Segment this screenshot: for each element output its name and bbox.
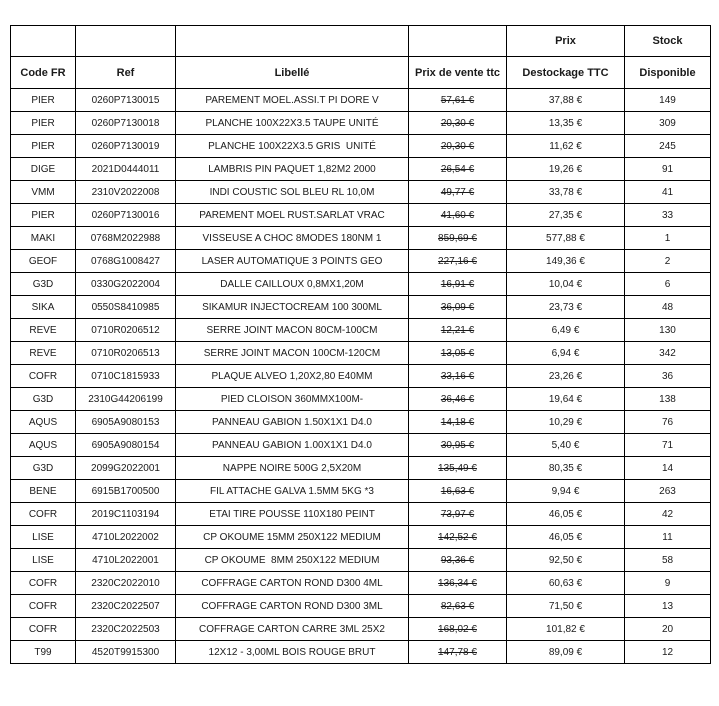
cell-stock-disponible: 2 [625, 250, 711, 273]
table-row [11, 181, 711, 204]
cell-code-fr: PIER [11, 112, 76, 135]
cell-libelle: SIKAMUR INJECTOCREAM 100 300ML [176, 296, 409, 319]
cell-stock-disponible: 263 [625, 480, 711, 503]
cell-ref: 0260P7130018 [76, 112, 176, 135]
cell-prix-destockage-ttc: 101,82 € [507, 618, 625, 641]
cell-ref: 0710R0206513 [76, 342, 176, 365]
cell-prix-vente-ttc: 12,21 € [409, 319, 507, 342]
cell-code-fr: AQUS [11, 434, 76, 457]
cell-code-fr: REVE [11, 319, 76, 342]
table-row [11, 250, 711, 273]
table-row [11, 365, 711, 388]
cell-code-fr: PIER [11, 135, 76, 158]
header-group-row [11, 26, 711, 57]
cell-prix-destockage-ttc: 6,94 € [507, 342, 625, 365]
header-libelle: Libellé [176, 57, 409, 89]
cell-ref: 0768M2022988 [76, 227, 176, 250]
table-row [11, 135, 711, 158]
table-body [11, 89, 711, 664]
header-code-fr: Code FR [11, 57, 76, 89]
cell-libelle: PLANCHE 100X22X3.5 GRIS UNITÉ [176, 135, 409, 158]
cell-prix-destockage-ttc: 10,29 € [507, 411, 625, 434]
cell-ref: 0710C1815933 [76, 365, 176, 388]
cell-code-fr: SIKA [11, 296, 76, 319]
table-row [11, 618, 711, 641]
table-row [11, 641, 711, 664]
cell-libelle: PLANCHE 100X22X3.5 TAUPE UNITÉ [176, 112, 409, 135]
cell-stock-disponible: 48 [625, 296, 711, 319]
cell-stock-disponible: 13 [625, 595, 711, 618]
cell-prix-destockage-ttc: 60,63 € [507, 572, 625, 595]
cell-prix-destockage-ttc: 10,04 € [507, 273, 625, 296]
cell-prix-vente-ttc: 36,09 € [409, 296, 507, 319]
table-row [11, 227, 711, 250]
cell-prix-vente-ttc: 16,63 € [409, 480, 507, 503]
table-row [11, 319, 711, 342]
table-row [11, 89, 711, 112]
cell-prix-destockage-ttc: 46,05 € [507, 526, 625, 549]
cell-libelle: CP OKOUME 15MM 250X122 MEDIUM [176, 526, 409, 549]
cell-prix-destockage-ttc: 46,05 € [507, 503, 625, 526]
cell-prix-vente-ttc: 13,05 € [409, 342, 507, 365]
table-row [11, 342, 711, 365]
cell-ref: 0260P7130016 [76, 204, 176, 227]
cell-prix-destockage-ttc: 37,88 € [507, 89, 625, 112]
header-group-prix: Prix [507, 26, 625, 57]
cell-prix-vente-ttc: 859,69 € [409, 227, 507, 250]
cell-prix-vente-ttc: 30,95 € [409, 434, 507, 457]
table-row [11, 204, 711, 227]
cell-code-fr: VMM [11, 181, 76, 204]
table-row [11, 549, 711, 572]
cell-ref: 4520T9915300 [76, 641, 176, 664]
header-row [11, 57, 711, 89]
cell-libelle: SERRE JOINT MACON 80CM-100CM [176, 319, 409, 342]
cell-prix-vente-ttc: 93,36 € [409, 549, 507, 572]
cell-stock-disponible: 12 [625, 641, 711, 664]
cell-stock-disponible: 9 [625, 572, 711, 595]
table-row [11, 572, 711, 595]
cell-prix-vente-ttc: 82,63 € [409, 595, 507, 618]
cell-libelle: INDI COUSTIC SOL BLEU RL 10,0M [176, 181, 409, 204]
cell-ref: 2099G2022001 [76, 457, 176, 480]
cell-ref: 2019C1103194 [76, 503, 176, 526]
cell-libelle: DALLE CAILLOUX 0,8MX1,20M [176, 273, 409, 296]
cell-code-fr: BENE [11, 480, 76, 503]
table-row [11, 411, 711, 434]
cell-ref: 2310G44206199 [76, 388, 176, 411]
cell-code-fr: COFR [11, 618, 76, 641]
table-row [11, 526, 711, 549]
cell-prix-destockage-ttc: 27,35 € [507, 204, 625, 227]
cell-prix-destockage-ttc: 89,09 € [507, 641, 625, 664]
cell-prix-destockage-ttc: 9,94 € [507, 480, 625, 503]
cell-ref: 2310V2022008 [76, 181, 176, 204]
table-row [11, 457, 711, 480]
cell-prix-destockage-ttc: 149,36 € [507, 250, 625, 273]
cell-prix-vente-ttc: 227,16 € [409, 250, 507, 273]
cell-code-fr: GEOF [11, 250, 76, 273]
cell-code-fr: DIGE [11, 158, 76, 181]
cell-code-fr: COFR [11, 503, 76, 526]
header-destockage-ttc: Destockage TTC [507, 57, 625, 89]
cell-stock-disponible: 130 [625, 319, 711, 342]
cell-prix-destockage-ttc: 19,26 € [507, 158, 625, 181]
cell-prix-vente-ttc: 49,77 € [409, 181, 507, 204]
cell-prix-vente-ttc: 168,02 € [409, 618, 507, 641]
cell-stock-disponible: 41 [625, 181, 711, 204]
cell-prix-vente-ttc: 20,30 € [409, 135, 507, 158]
header-ref: Ref [76, 57, 176, 89]
header-empty-prix-vente [409, 26, 507, 57]
cell-prix-destockage-ttc: 5,40 € [507, 434, 625, 457]
cell-libelle: VISSEUSE A CHOC 8MODES 180NM 1 [176, 227, 409, 250]
cell-stock-disponible: 14 [625, 457, 711, 480]
cell-ref: 0550S8410985 [76, 296, 176, 319]
cell-code-fr: MAKI [11, 227, 76, 250]
cell-libelle: 12X12 - 3,00ML BOIS ROUGE BRUT [176, 641, 409, 664]
cell-ref: 6915B1700500 [76, 480, 176, 503]
header-disponible: Disponible [625, 57, 711, 89]
header-prix-vente-ttc: Prix de vente ttc [409, 57, 507, 89]
cell-libelle: ETAI TIRE POUSSE 110X180 PEINT [176, 503, 409, 526]
cell-libelle: PANNEAU GABION 1.00X1X1 D4.0 [176, 434, 409, 457]
cell-ref: 6905A9080154 [76, 434, 176, 457]
cell-ref: 0260P7130015 [76, 89, 176, 112]
cell-stock-disponible: 6 [625, 273, 711, 296]
cell-stock-disponible: 342 [625, 342, 711, 365]
cell-libelle: LAMBRIS PIN PAQUET 1,82M2 2000 [176, 158, 409, 181]
cell-libelle: SERRE JOINT MACON 100CM-120CM [176, 342, 409, 365]
header-empty-code-fr [11, 26, 76, 57]
cell-prix-vente-ttc: 14,18 € [409, 411, 507, 434]
cell-stock-disponible: 71 [625, 434, 711, 457]
cell-code-fr: PIER [11, 204, 76, 227]
cell-stock-disponible: 76 [625, 411, 711, 434]
cell-prix-vente-ttc: 20,30 € [409, 112, 507, 135]
cell-prix-vente-ttc: 41,60 € [409, 204, 507, 227]
cell-prix-destockage-ttc: 33,78 € [507, 181, 625, 204]
cell-stock-disponible: 33 [625, 204, 711, 227]
cell-code-fr: G3D [11, 457, 76, 480]
cell-prix-vente-ttc: 16,91 € [409, 273, 507, 296]
table-row [11, 434, 711, 457]
cell-libelle: COFFRAGE CARTON CARRE 3ML 25X2 [176, 618, 409, 641]
table-row [11, 158, 711, 181]
cell-prix-vente-ttc: 26,54 € [409, 158, 507, 181]
table-row [11, 595, 711, 618]
cell-prix-vente-ttc: 73,97 € [409, 503, 507, 526]
cell-prix-destockage-ttc: 13,35 € [507, 112, 625, 135]
table-row [11, 480, 711, 503]
cell-code-fr: COFR [11, 595, 76, 618]
cell-code-fr: G3D [11, 273, 76, 296]
cell-stock-disponible: 149 [625, 89, 711, 112]
cell-libelle: PLAQUE ALVEO 1,20X2,80 E40MM [176, 365, 409, 388]
cell-prix-vente-ttc: 57,61 € [409, 89, 507, 112]
cell-libelle: NAPPE NOIRE 500G 2,5X20M [176, 457, 409, 480]
cell-stock-disponible: 58 [625, 549, 711, 572]
cell-prix-vente-ttc: 135,49 € [409, 457, 507, 480]
cell-libelle: PANNEAU GABION 1.50X1X1 D4.0 [176, 411, 409, 434]
cell-prix-destockage-ttc: 71,50 € [507, 595, 625, 618]
cell-stock-disponible: 91 [625, 158, 711, 181]
cell-code-fr: COFR [11, 572, 76, 595]
cell-stock-disponible: 245 [625, 135, 711, 158]
header-empty-ref [76, 26, 176, 57]
cell-libelle: PIED CLOISON 360MMX100M- [176, 388, 409, 411]
cell-ref: 2320C2022507 [76, 595, 176, 618]
cell-prix-vente-ttc: 136,34 € [409, 572, 507, 595]
destockage-table [10, 25, 711, 664]
table-row [11, 503, 711, 526]
table-row [11, 273, 711, 296]
cell-libelle: FIL ATTACHE GALVA 1.5MM 5KG *3 [176, 480, 409, 503]
cell-stock-disponible: 1 [625, 227, 711, 250]
header-group-stock: Stock [625, 26, 711, 57]
cell-ref: 2320C2022503 [76, 618, 176, 641]
cell-stock-disponible: 36 [625, 365, 711, 388]
cell-prix-destockage-ttc: 6,49 € [507, 319, 625, 342]
cell-ref: 2320C2022010 [76, 572, 176, 595]
table-row [11, 112, 711, 135]
cell-libelle: COFFRAGE CARTON ROND D300 4ML [176, 572, 409, 595]
cell-ref: 4710L2022002 [76, 526, 176, 549]
header-empty-libelle [176, 26, 409, 57]
cell-ref: 6905A9080153 [76, 411, 176, 434]
cell-ref: 0260P7130019 [76, 135, 176, 158]
cell-code-fr: REVE [11, 342, 76, 365]
cell-prix-destockage-ttc: 23,73 € [507, 296, 625, 319]
cell-code-fr: LISE [11, 549, 76, 572]
cell-stock-disponible: 42 [625, 503, 711, 526]
cell-prix-vente-ttc: 147,78 € [409, 641, 507, 664]
cell-ref: 0710R0206512 [76, 319, 176, 342]
cell-stock-disponible: 20 [625, 618, 711, 641]
cell-libelle: COFFRAGE CARTON ROND D300 3ML [176, 595, 409, 618]
cell-prix-destockage-ttc: 19,64 € [507, 388, 625, 411]
cell-code-fr: PIER [11, 89, 76, 112]
cell-code-fr: LISE [11, 526, 76, 549]
cell-prix-destockage-ttc: 80,35 € [507, 457, 625, 480]
cell-libelle: LASER AUTOMATIQUE 3 POINTS GEO [176, 250, 409, 273]
cell-ref: 0768G1008427 [76, 250, 176, 273]
cell-prix-vente-ttc: 142,52 € [409, 526, 507, 549]
cell-code-fr: AQUS [11, 411, 76, 434]
cell-ref: 4710L2022001 [76, 549, 176, 572]
cell-code-fr: T99 [11, 641, 76, 664]
cell-code-fr: G3D [11, 388, 76, 411]
cell-code-fr: COFR [11, 365, 76, 388]
cell-ref: 0330G2022004 [76, 273, 176, 296]
cell-stock-disponible: 138 [625, 388, 711, 411]
cell-prix-vente-ttc: 36,46 € [409, 388, 507, 411]
cell-ref: 2021D0444011 [76, 158, 176, 181]
cell-libelle: CP OKOUME 8MM 250X122 MEDIUM [176, 549, 409, 572]
cell-libelle: PAREMENT MOEL RUST.SARLAT VRAC [176, 204, 409, 227]
cell-libelle: PAREMENT MOEL.ASSI.T PI DORE V [176, 89, 409, 112]
cell-prix-vente-ttc: 33,16 € [409, 365, 507, 388]
cell-prix-destockage-ttc: 23,26 € [507, 365, 625, 388]
cell-prix-destockage-ttc: 11,62 € [507, 135, 625, 158]
cell-stock-disponible: 309 [625, 112, 711, 135]
table-row [11, 388, 711, 411]
cell-stock-disponible: 11 [625, 526, 711, 549]
table-row [11, 296, 711, 319]
cell-prix-destockage-ttc: 577,88 € [507, 227, 625, 250]
cell-prix-destockage-ttc: 92,50 € [507, 549, 625, 572]
